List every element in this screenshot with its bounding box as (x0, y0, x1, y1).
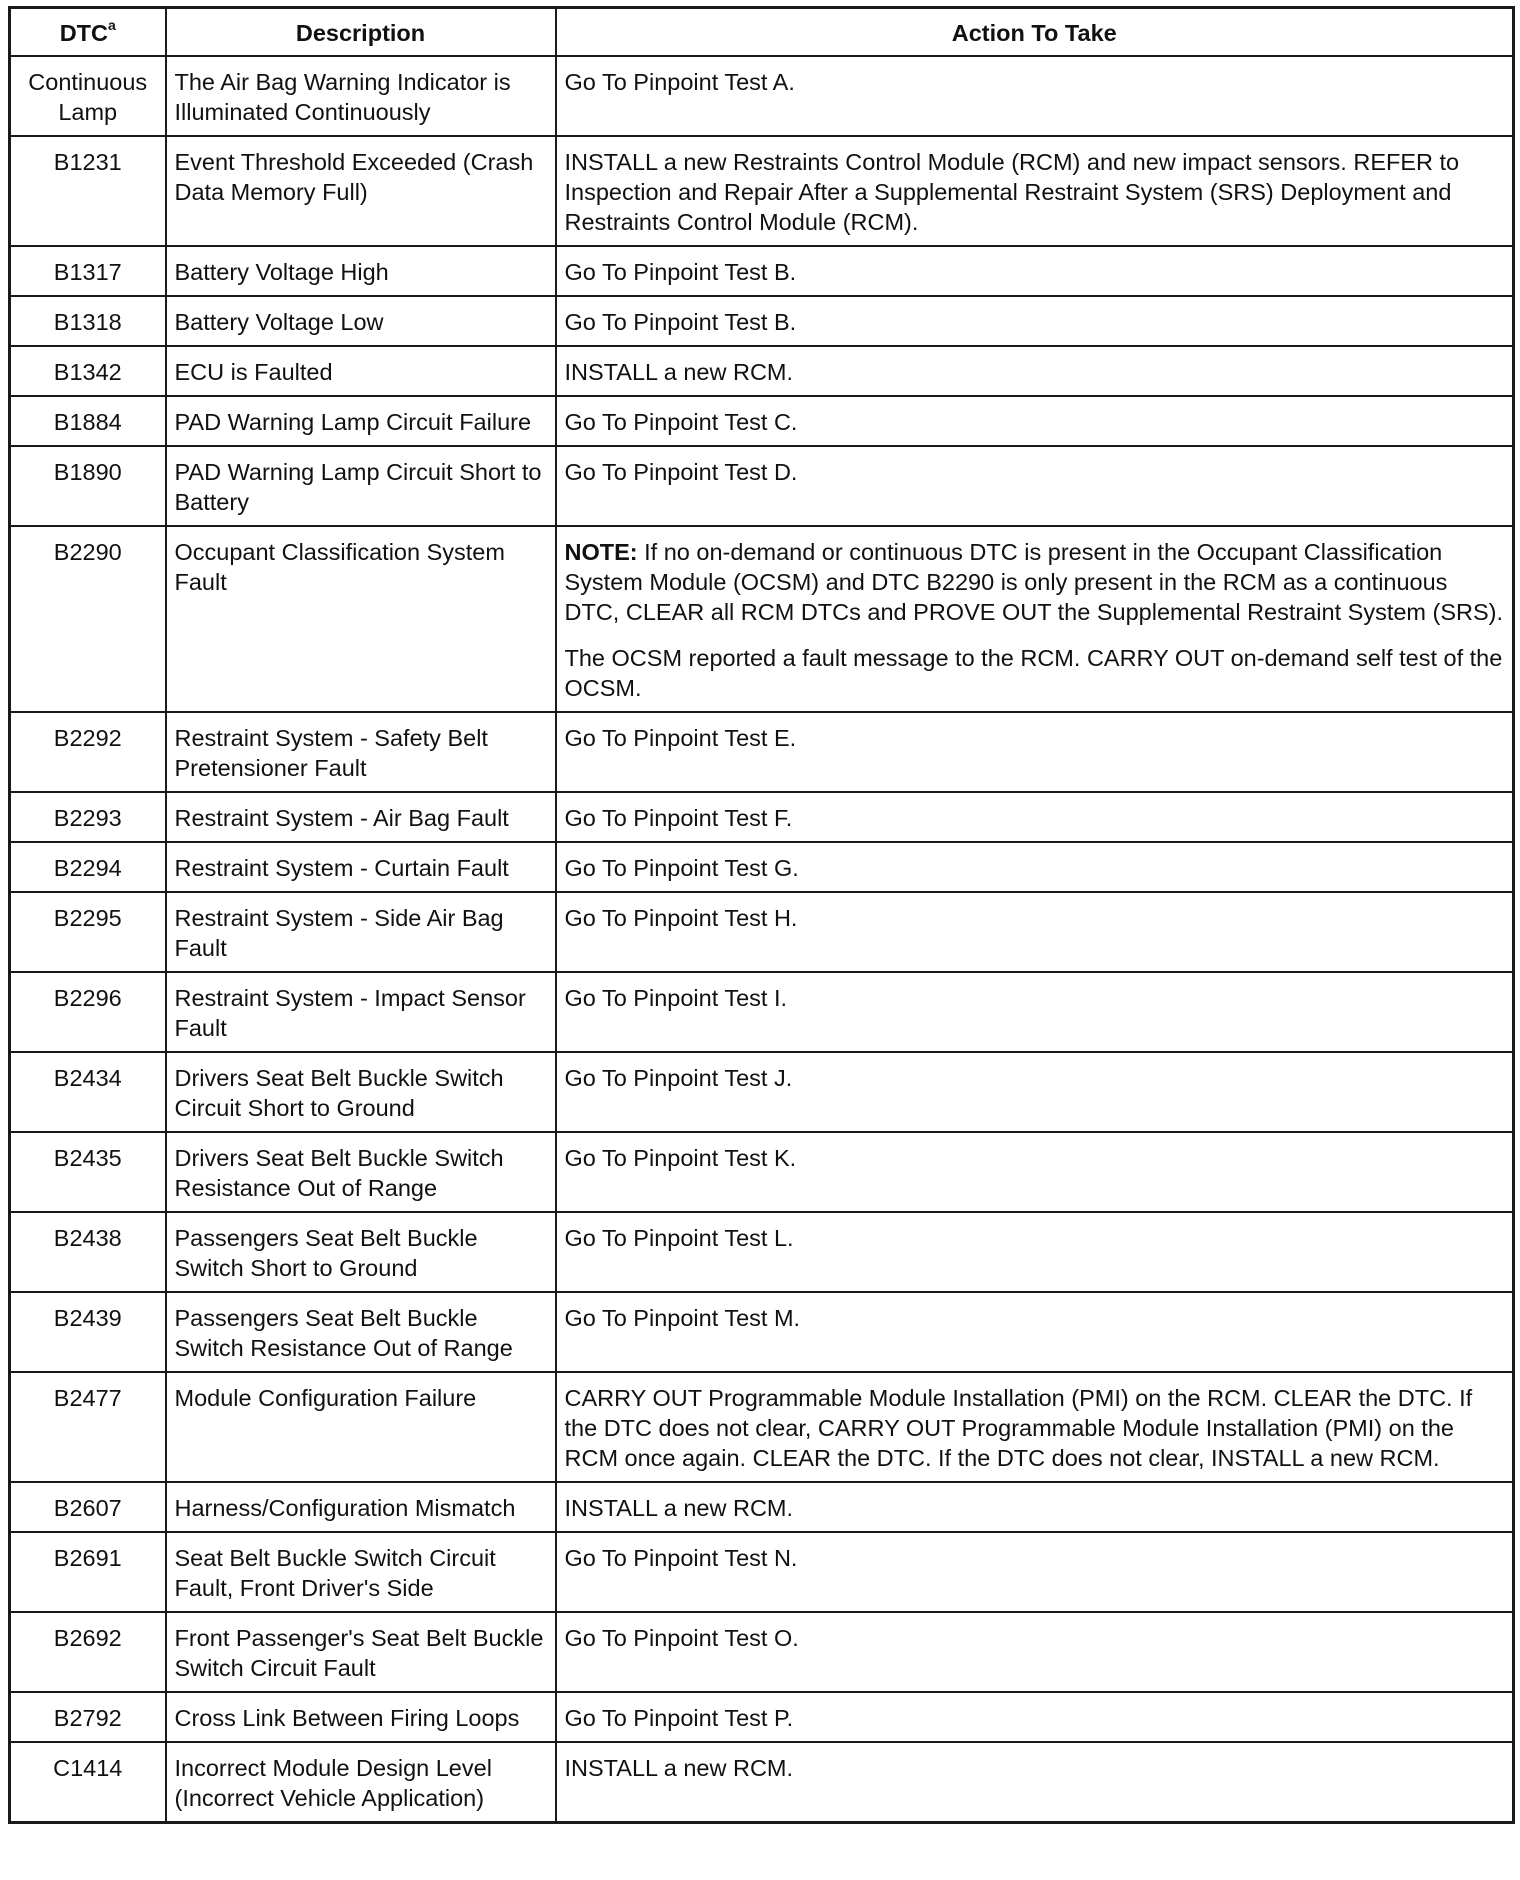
dtc-code: B2434 (10, 1052, 166, 1132)
dtc-description: Drivers Seat Belt Buckle Switch Resistance Out of Range (166, 1132, 556, 1212)
dtc-code: B1231 (10, 136, 166, 246)
dtc-description: Restraint System - Side Air Bag Fault (166, 892, 556, 972)
dtc-action: Go To Pinpoint Test G. (556, 842, 1514, 892)
dtc-description: Restraint System - Curtain Fault (166, 842, 556, 892)
table-row (10, 1742, 1514, 1823)
dtc-action: Go To Pinpoint Test J. (556, 1052, 1514, 1132)
dtc-action: Go To Pinpoint Test F. (556, 792, 1514, 842)
note-text: If no on-demand or continuous DTC is present in the Occupant Classification System Module (OCSM) and DTC B2290 is only present in the RCM as a continuous DTC, CLEAR all RCM DTCs and PROVE OUT the Supplemental Restraint System (SRS). (564, 539, 1504, 625)
table-row (10, 1532, 1514, 1612)
dtc-action: Go To Pinpoint Test P. (556, 1692, 1514, 1742)
table-row (10, 526, 1514, 712)
dtc-code: B1884 (10, 396, 166, 446)
dtc-action: Go To Pinpoint Test O. (556, 1612, 1514, 1692)
table-row (10, 792, 1514, 842)
table-row (10, 1292, 1514, 1372)
table-row (10, 346, 1514, 396)
dtc-action: CARRY OUT Programmable Module Installation (PMI) on the RCM. CLEAR the DTC. If the DTC does not clear, CARRY OUT Programmable Module Installation (PMI) on the RCM once again. CLEAR the DTC. If the DTC does not clear, INSTALL a new RCM. (556, 1372, 1514, 1482)
header-action: Action To Take (556, 8, 1514, 57)
dtc-description: Front Passenger's Seat Belt Buckle Switch Circuit Fault (166, 1612, 556, 1692)
table-row (10, 1372, 1514, 1482)
dtc-table (8, 6, 1515, 1824)
table-row (10, 246, 1514, 296)
dtc-description: Restraint System - Air Bag Fault (166, 792, 556, 842)
dtc-description: Harness/Configuration Mismatch (166, 1482, 556, 1532)
table-row (10, 136, 1514, 246)
dtc-action: Go To Pinpoint Test M. (556, 1292, 1514, 1372)
header-row (10, 8, 1514, 57)
dtc-action: Go To Pinpoint Test L. (556, 1212, 1514, 1292)
table-row (10, 972, 1514, 1052)
dtc-code: B1317 (10, 246, 166, 296)
dtc-code: B1890 (10, 446, 166, 526)
dtc-action: Go To Pinpoint Test D. (556, 446, 1514, 526)
dtc-action: INSTALL a new RCM. (556, 346, 1514, 396)
dtc-code: B2296 (10, 972, 166, 1052)
header-dtc-label: DTC (59, 20, 108, 46)
dtc-action: INSTALL a new Restraints Control Module (RCM) and new impact sensors. REFER to Inspection and Repair After a Supplemental Restraint System (SRS) Deployment and Restraints Control Module (RCM). (556, 136, 1514, 246)
note-label: NOTE: (564, 539, 638, 565)
dtc-code: B2438 (10, 1212, 166, 1292)
footnote-marker: a (108, 17, 116, 34)
dtc-code: B1342 (10, 346, 166, 396)
dtc-code: B2290 (10, 526, 166, 712)
dtc-description: The Air Bag Warning Indicator is Illuminated Continuously (166, 56, 556, 136)
table-row (10, 1482, 1514, 1532)
dtc-action: The OCSM reported a fault message to the RCM. CARRY OUT on-demand self test of the OCSM. (564, 645, 1503, 701)
dtc-description: Event Threshold Exceeded (Crash Data Memory Full) (166, 136, 556, 246)
dtc-description: Passengers Seat Belt Buckle Switch Resistance Out of Range (166, 1292, 556, 1372)
table-row (10, 712, 1514, 792)
dtc-code: C1414 (10, 1742, 166, 1823)
table-header (10, 8, 1514, 57)
dtc-description: Incorrect Module Design Level (Incorrect Vehicle Application) (166, 1742, 556, 1823)
dtc-code: B2607 (10, 1482, 166, 1532)
table-row (10, 892, 1514, 972)
dtc-action: Go To Pinpoint Test E. (556, 712, 1514, 792)
dtc-action: Go To Pinpoint Test B. (556, 296, 1514, 346)
dtc-action: Go To Pinpoint Test I. (556, 972, 1514, 1052)
table-body (10, 56, 1514, 1823)
dtc-description: Occupant Classification System Fault (166, 526, 556, 712)
table-row (10, 842, 1514, 892)
dtc-code: B1318 (10, 296, 166, 346)
table-row (10, 1212, 1514, 1292)
note-paragraph (565, 537, 1505, 627)
dtc-action-cell (556, 526, 1514, 712)
table-row (10, 1692, 1514, 1742)
document-page (8, 6, 1512, 1824)
dtc-code: B2295 (10, 892, 166, 972)
dtc-description: Restraint System - Safety Belt Pretensioner Fault (166, 712, 556, 792)
dtc-description: Seat Belt Buckle Switch Circuit Fault, Front Driver's Side (166, 1532, 556, 1612)
dtc-action: Go To Pinpoint Test K. (556, 1132, 1514, 1212)
dtc-code: B2294 (10, 842, 166, 892)
dtc-code: B2477 (10, 1372, 166, 1482)
dtc-description: Module Configuration Failure (166, 1372, 556, 1482)
header-description: Description (166, 8, 556, 57)
dtc-description: Battery Voltage Low (166, 296, 556, 346)
dtc-code: B2691 (10, 1532, 166, 1612)
dtc-description: PAD Warning Lamp Circuit Failure (166, 396, 556, 446)
dtc-description: Restraint System - Impact Sensor Fault (166, 972, 556, 1052)
dtc-code: Continuous Lamp (10, 56, 166, 136)
dtc-description: Drivers Seat Belt Buckle Switch Circuit Short to Ground (166, 1052, 556, 1132)
table-row (10, 446, 1514, 526)
header-dtc (10, 8, 166, 57)
dtc-action: Go To Pinpoint Test C. (556, 396, 1514, 446)
dtc-description: Battery Voltage High (166, 246, 556, 296)
table-row (10, 56, 1514, 136)
dtc-action: INSTALL a new RCM. (556, 1742, 1514, 1823)
dtc-code: B2439 (10, 1292, 166, 1372)
table-row (10, 296, 1514, 346)
dtc-code: B2792 (10, 1692, 166, 1742)
dtc-action: INSTALL a new RCM. (556, 1482, 1514, 1532)
dtc-action: Go To Pinpoint Test N. (556, 1532, 1514, 1612)
dtc-code: B2692 (10, 1612, 166, 1692)
table-row (10, 396, 1514, 446)
dtc-action: Go To Pinpoint Test H. (556, 892, 1514, 972)
dtc-code: B2293 (10, 792, 166, 842)
dtc-description: ECU is Faulted (166, 346, 556, 396)
dtc-description: Passengers Seat Belt Buckle Switch Short to Ground (166, 1212, 556, 1292)
dtc-description: Cross Link Between Firing Loops (166, 1692, 556, 1742)
table-row (10, 1052, 1514, 1132)
dtc-action: Go To Pinpoint Test B. (556, 246, 1514, 296)
dtc-code: B2435 (10, 1132, 166, 1212)
table-row (10, 1612, 1514, 1692)
table-row (10, 1132, 1514, 1212)
dtc-description: PAD Warning Lamp Circuit Short to Battery (166, 446, 556, 526)
dtc-action: Go To Pinpoint Test A. (556, 56, 1514, 136)
dtc-code: B2292 (10, 712, 166, 792)
